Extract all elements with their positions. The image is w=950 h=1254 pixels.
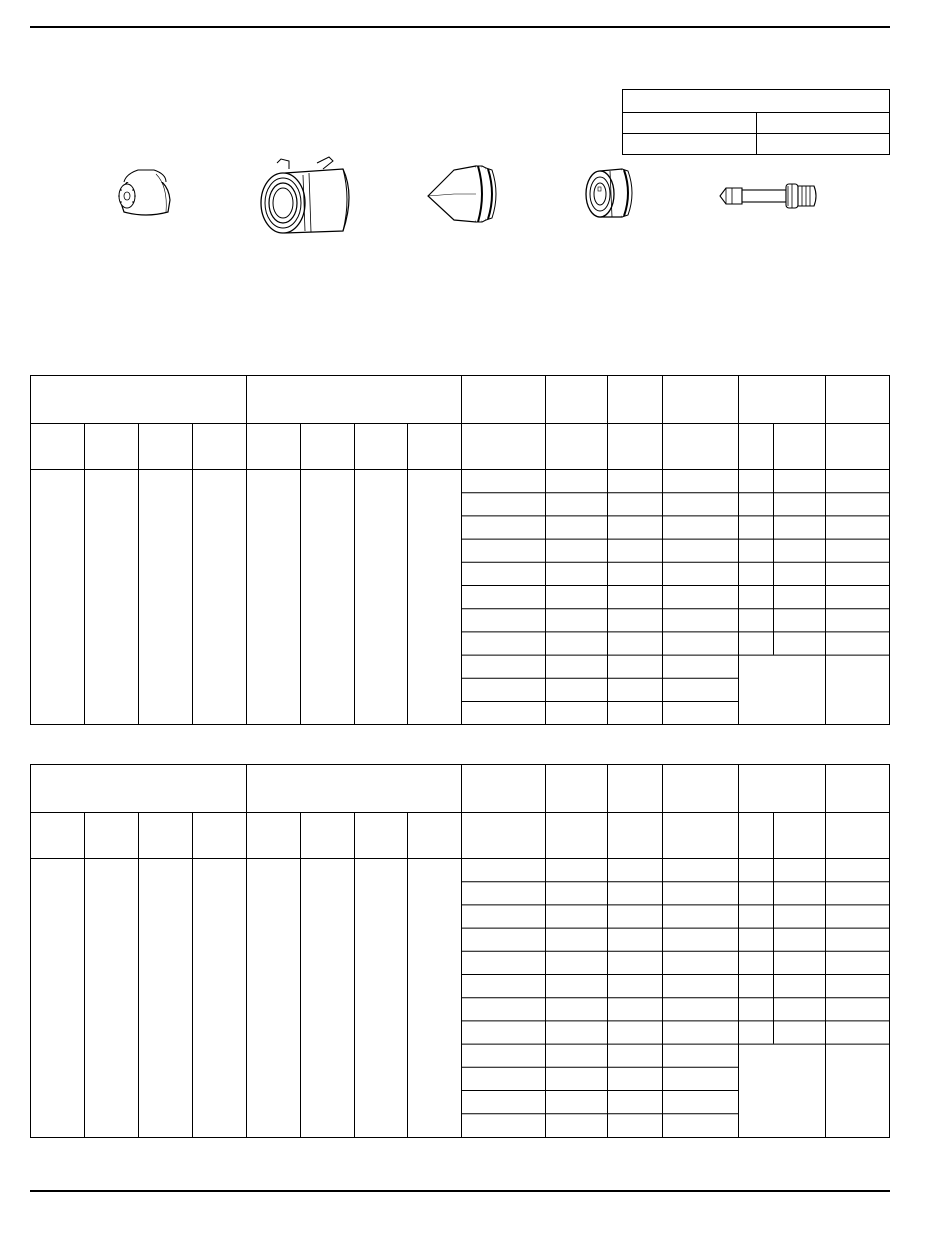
- retaining-cap-icon: [255, 155, 365, 237]
- shield-cap-icon: [110, 160, 180, 220]
- table-1: [30, 375, 890, 725]
- legend-header: [623, 90, 889, 113]
- swirl-ring-icon: [580, 165, 640, 221]
- top-rule: [30, 26, 890, 28]
- electrode-icon: [718, 176, 822, 216]
- table-grid: [30, 375, 890, 725]
- table-2: [30, 764, 890, 1138]
- legend-divider: [756, 112, 757, 154]
- table-border: [31, 376, 890, 725]
- bottom-rule: [30, 1190, 890, 1192]
- legend-box: [622, 89, 890, 155]
- table-grid: [30, 764, 890, 1138]
- nozzle-icon: [420, 160, 500, 226]
